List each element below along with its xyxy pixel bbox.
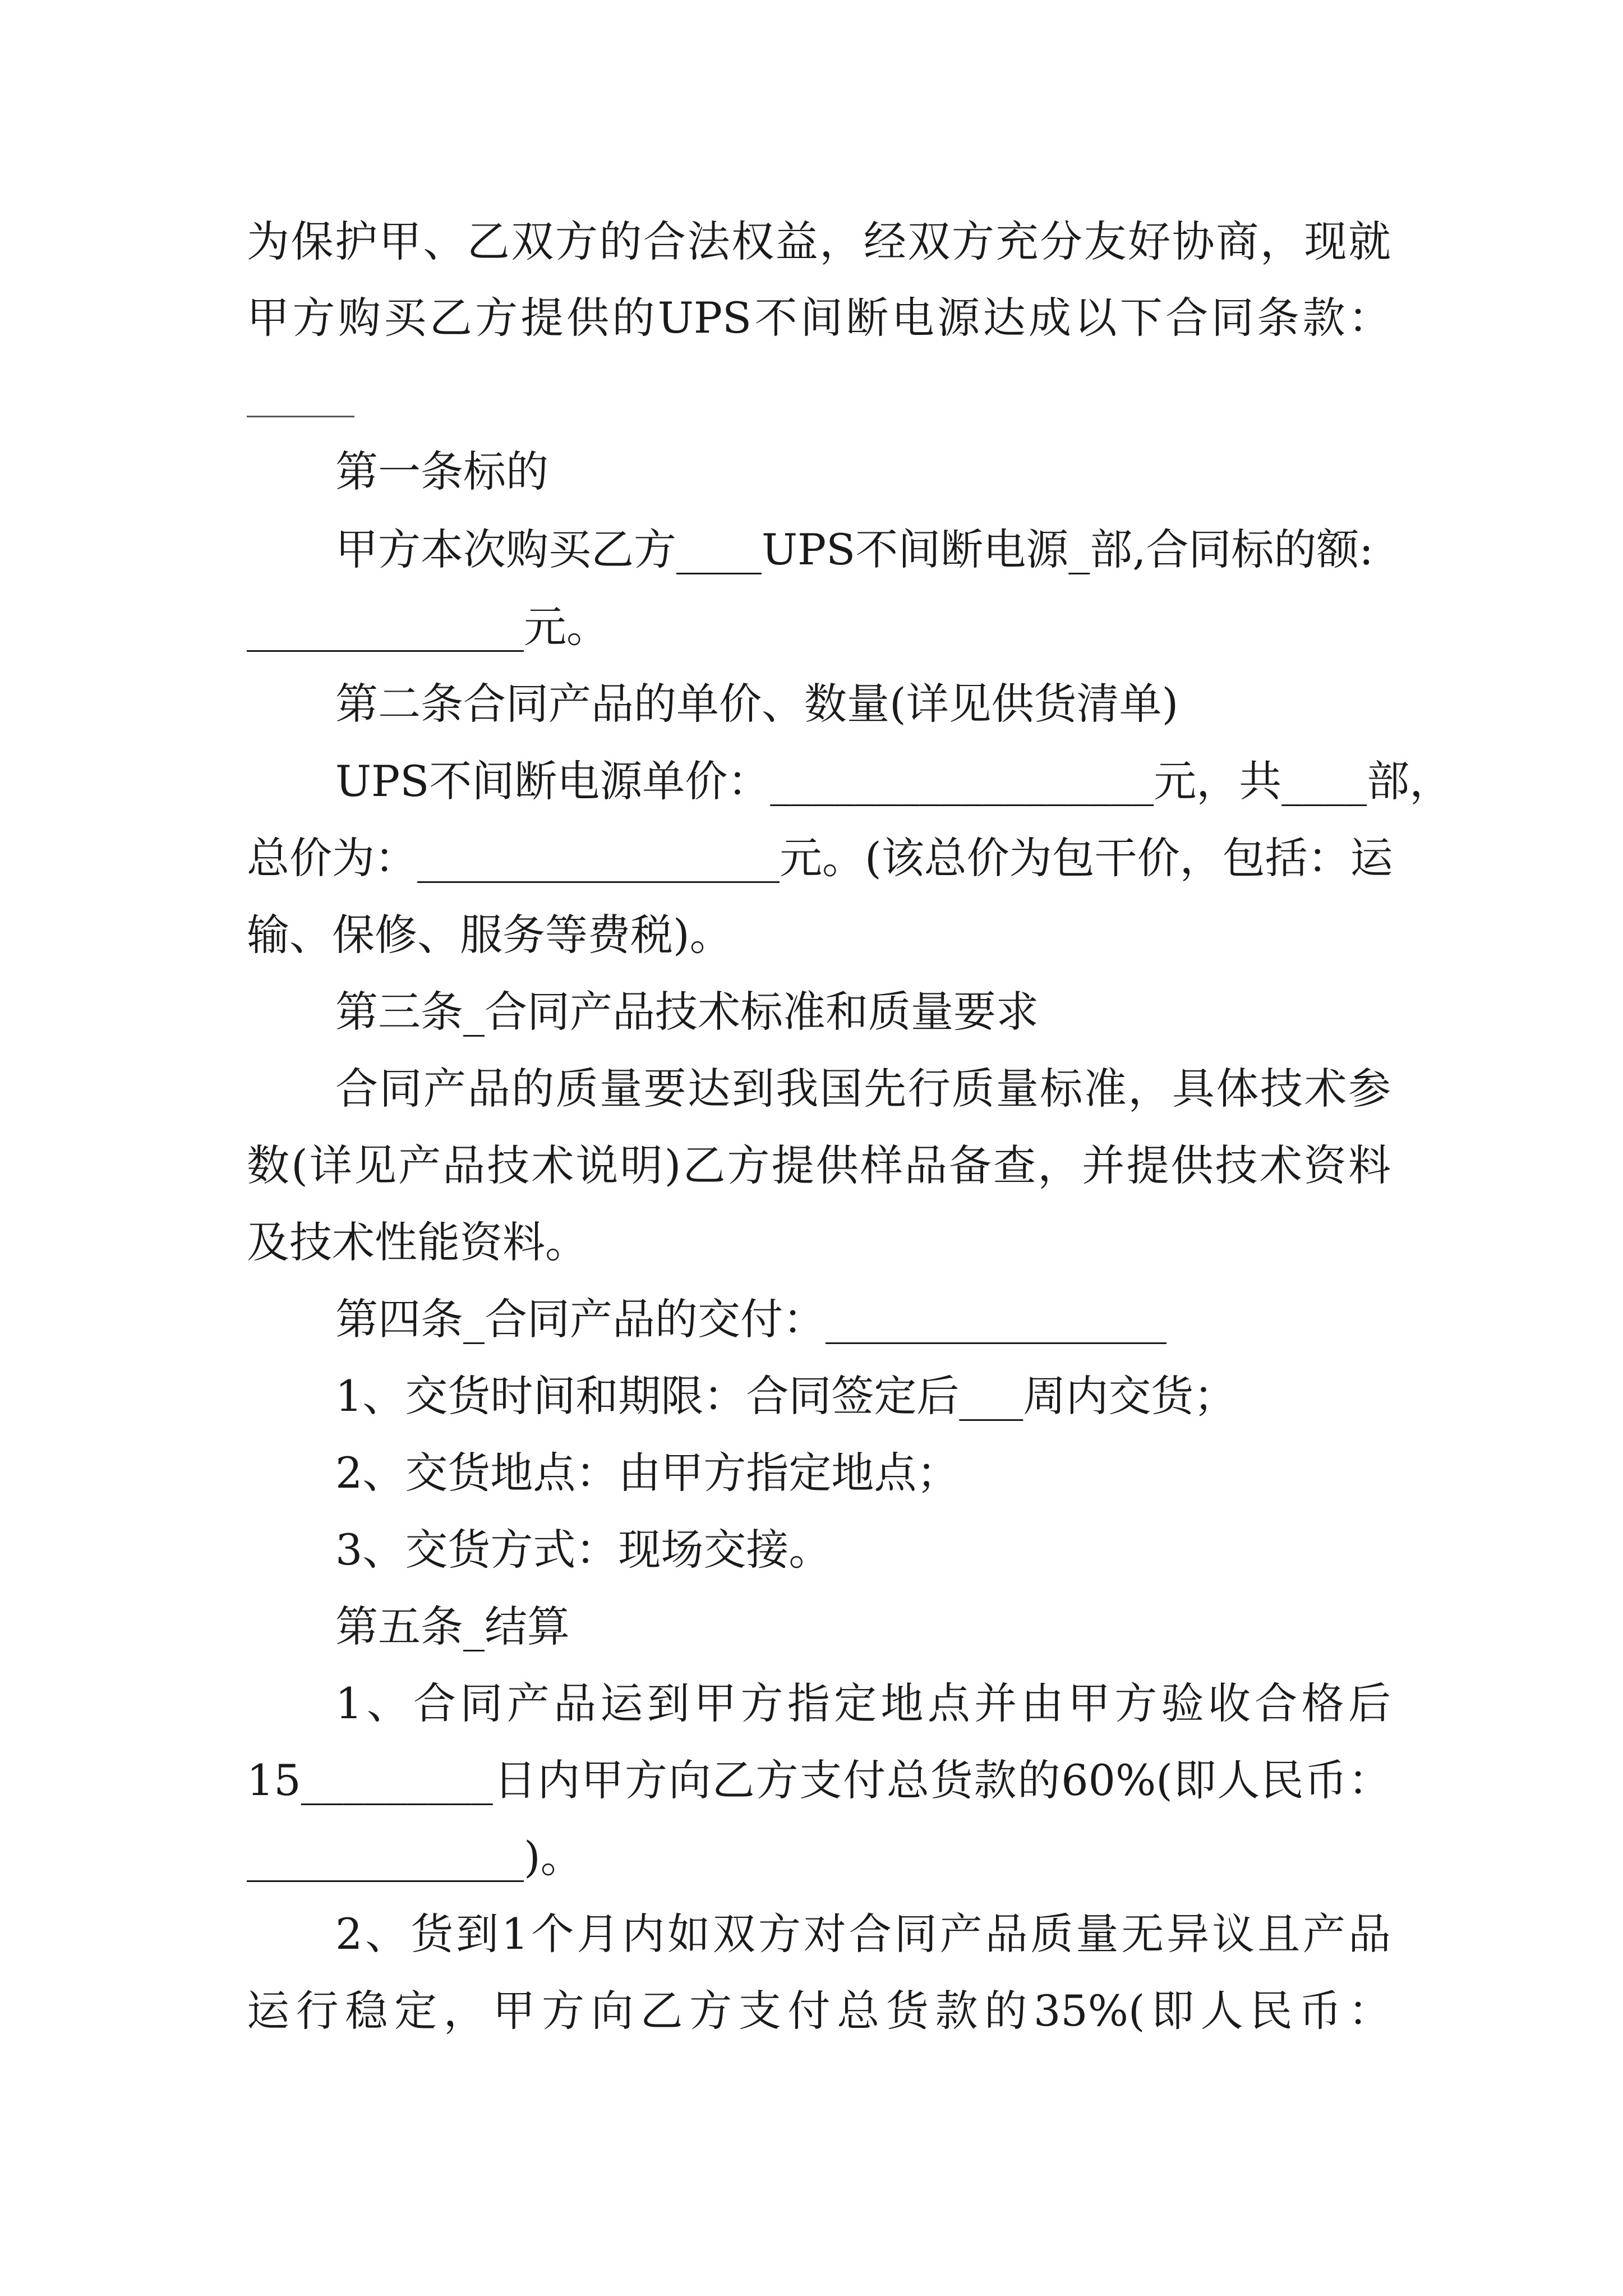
text-line: 为保护甲、乙双方的合法权益，经双方充分友好协商，现就	[247, 217, 1391, 266]
text-line: 数(详见产品技术说明)乙方提供样品备查，并提供技术资料	[247, 1140, 1391, 1190]
text-line: 合同产品的质量要达到我国先行质量标准，具体技术参	[335, 1064, 1391, 1114]
text-line: 输、保修、服务等费税)。	[247, 910, 732, 960]
list-item: 1、合同产品运到甲方指定地点并由甲方验收合格后	[335, 1678, 1391, 1728]
text-line: _____________元。	[247, 602, 609, 652]
divider-rule	[247, 416, 354, 417]
text-line: 甲方购买乙方提供的UPS不间断电源达成以下合同条款：	[247, 293, 1391, 343]
article-heading: 第四条_合同产品的交付：________________	[335, 1294, 1166, 1344]
text-line: 甲方本次购买乙方____UPS不间断电源_部,合同标的额:	[335, 524, 1374, 574]
article-heading: 第二条合同产品的单价、数量(详见供货清单)	[335, 679, 1179, 729]
list-item: 2、货到1个月内如双方对合同产品质量无异议且产品	[335, 1909, 1391, 1959]
text-line: UPS不间断电源单价：__________________元，共____部，	[335, 756, 1453, 806]
text-line: 15_________日内甲方向乙方支付总货款的60%(即人民币：	[247, 1755, 1391, 1805]
text-line: 总价为：_________________元。(该总价为包干价，包括：运	[247, 833, 1393, 883]
text-line: 及技术性能资料。	[247, 1217, 588, 1267]
list-item: 2、交货地点：由甲方指定地点；	[335, 1448, 960, 1498]
text-line: _____________)。	[247, 1832, 583, 1882]
text-line: 运行稳定，甲方向乙方支付总货款的35%(即人民币：	[247, 1986, 1391, 2036]
article-heading: 第一条标的	[335, 447, 548, 496]
list-item: 1、交货时间和期限：合同签定后___周内交货；	[335, 1371, 1237, 1421]
list-item: 3、交货方式：现场交接。	[335, 1525, 832, 1575]
article-heading: 第五条_结算	[335, 1602, 570, 1651]
article-heading: 第三条_合同产品技术标准和质量要求	[335, 987, 1039, 1037]
